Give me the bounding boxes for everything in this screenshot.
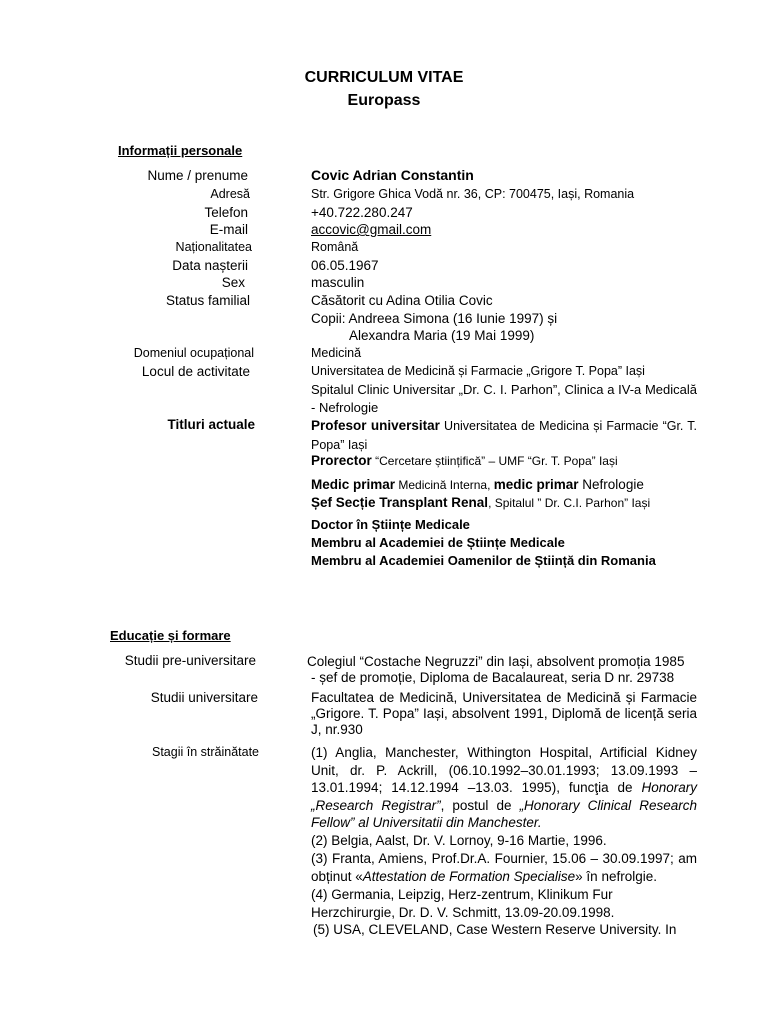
stage-1	[311, 744, 697, 832]
value-children: Copii: Andreea Simona (16 Iunie 1997) și	[311, 311, 558, 326]
label-email: E-mail	[209, 222, 248, 237]
stage-1-text: (1) Anglia, Manchester, Withington Hospital, Artificial Kidney Unit, dr. P. Ackrill, (06.10.1992–30.01.1993; 13.09.1993 – 13.01.1994; 14.12.1994 –13.03. 1995), funcţia de	[311, 745, 697, 795]
value-workplace-1: Universitatea de Medicină și Farmacie „Grigore T. Popa” Iași	[311, 364, 645, 378]
label-sex: Sex	[221, 275, 245, 290]
label-university: Studii universitare	[150, 690, 258, 705]
title-member-academy-medical: Membru al Academiei de Științe Medicale	[311, 535, 565, 550]
title-head-transplant	[311, 495, 650, 510]
section-personal-info: Informații personale	[118, 143, 243, 158]
document-subtitle: Europass	[347, 92, 421, 109]
title-member-academy-scientists: Membru al Academiei Oamenilor de Știință din Romania	[311, 553, 656, 568]
stage-1-position: „Honorary Clinical Research Fellow” al Universitatii din Manchester.	[311, 797, 697, 830]
title-prorector	[311, 453, 618, 468]
label-pre-university: Studii pre-universitare	[124, 653, 256, 668]
value-pre-university-2: - șef de promoție, Diploma de Bacalaureat, seria D nr. 29738	[311, 670, 675, 685]
label-current-titles: Titluri actuale	[167, 417, 255, 432]
title-medic-specialty-2: Nefrologie	[578, 477, 644, 492]
document-title: CURRICULUM VITAE	[304, 69, 464, 86]
title-professor	[311, 417, 697, 454]
stage-1-role: Honorary „Research Registrar”	[311, 780, 697, 813]
email-link[interactable]: accovic@gmail.com	[311, 222, 432, 237]
label-address: Adresă	[210, 187, 250, 201]
section-education: Educație și formare	[110, 628, 231, 643]
stage-3	[311, 850, 697, 885]
value-university: Facultatea de Medicină, Universitatea de Medicină și Farmacie „Grigore. T. Popa” Iași, absolvent 1991, Diplomă de licență seria J, nr.930	[311, 690, 697, 737]
label-workplace: Locul de activitate	[141, 364, 250, 379]
stage-5: (5) USA, CLEVELAND, Case Western Reserve University. In	[313, 922, 677, 937]
value-children-2: Alexandra Maria (19 Mai 1999)	[349, 328, 535, 343]
title-professor-place: Universitatea de Medicina și Farmacie “Gr. T. Popa” Iași	[311, 419, 698, 452]
value-email[interactable]	[311, 222, 431, 237]
stage-3-text: (3) Franta, Amiens, Prof.Dr.A. Fournier, 15.06 – 30.09.1997; am obținut «	[311, 851, 697, 884]
label-name: Nume / prenume	[147, 168, 248, 183]
stage-4: (4) Germania, Leipzig, Herz-zentrum, Klinikum Fur Herzchirurgie, Dr. D. V. Schmitt, 13.09-20.09.1998.	[311, 887, 615, 920]
value-address: Str. Grigore Ghica Vodă nr. 36, CP: 700475, Iași, Romania	[311, 187, 635, 201]
title-head-transplant-place: , Spitalul ” Dr. C.I. Parhon” Iași	[488, 496, 651, 510]
title-professor-role: Profesor universitar	[311, 418, 440, 433]
label-stages-abroad: Stagii în străinătate	[151, 745, 259, 759]
label-nationality: Naționalitatea	[175, 240, 252, 254]
title-doctor: Doctor în Științe Medicale	[311, 517, 470, 532]
value-name: Covic Adrian Constantin	[311, 167, 474, 183]
value-pre-university-1: Colegiul “Costache Negruzzi” din Iași, absolvent promoția 1985	[307, 654, 685, 669]
title-medic	[311, 477, 644, 492]
stage-3-text-2: » în nefrolgie.	[575, 868, 657, 884]
title-prorector-detail: “Cercetare științifică” – UMF “Gr. T. Popa” Iași	[371, 454, 618, 468]
value-birthdate: 06.05.1967	[311, 258, 379, 273]
title-prorector-role: Prorector	[311, 453, 372, 468]
label-occupational-domain: Domeniul ocupațional	[133, 346, 254, 360]
value-nationality: Română	[311, 240, 359, 254]
stage-2: (2) Belgia, Aalst, Dr. V. Lornoy, 9-16 Martie, 1996.	[311, 833, 607, 848]
value-phone: +40.722.280.247	[311, 205, 413, 220]
title-medic-specialty-1: Medicină Interna,	[395, 478, 494, 492]
stage-1-text-2: , postul de	[440, 797, 520, 813]
label-birthdate: Data nașterii	[172, 258, 248, 273]
value-marital-status: Căsătorit cu Adina Otilia Covic	[311, 293, 493, 308]
stage-3-attestation: Attestation de Formation Specialise	[362, 868, 576, 884]
label-phone: Telefon	[204, 205, 248, 220]
label-marital-status: Status familial	[165, 293, 250, 308]
value-sex: masculin	[311, 275, 365, 290]
value-workplace-2: Spitalul Clinic Universitar „Dr. C. I. Parhon”, Clinica a IV-a Medicală - Nefrologie	[311, 382, 697, 415]
value-occupational-domain: Medicină	[311, 346, 362, 360]
title-medic-role-1: Medic primar	[311, 477, 396, 492]
title-head-transplant-role: Șef Secție Transplant Renal	[311, 495, 489, 510]
title-medic-role-2: medic primar	[493, 477, 579, 492]
